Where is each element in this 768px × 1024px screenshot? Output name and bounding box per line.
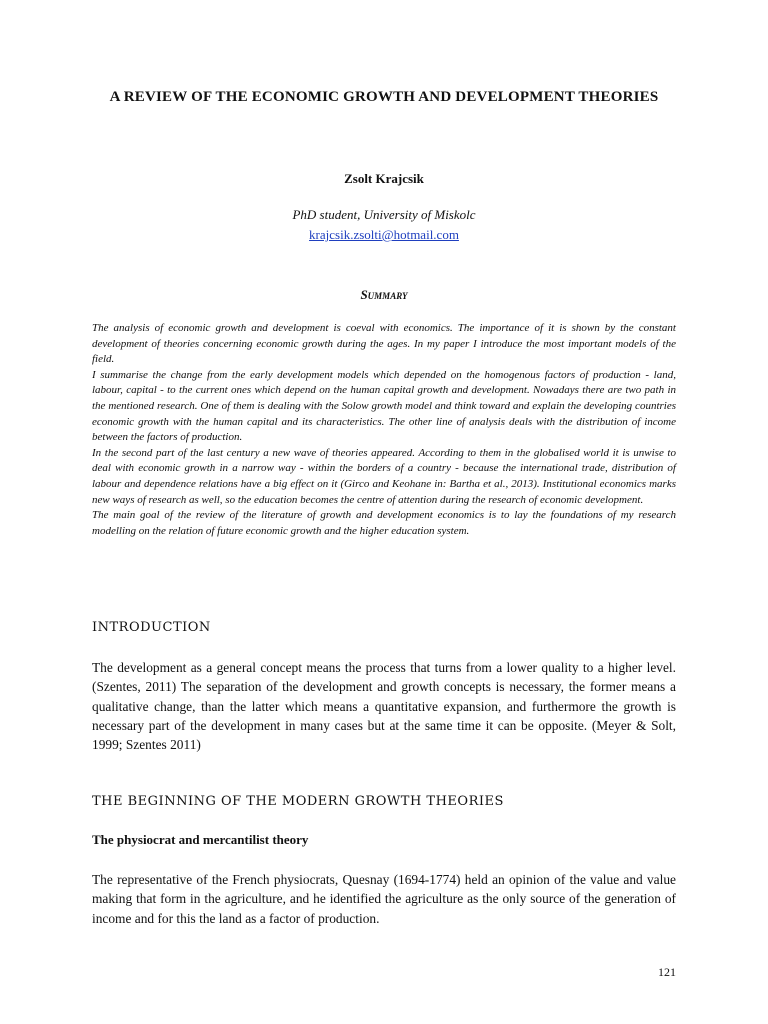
paper-title: A REVIEW OF THE ECONOMIC GROWTH AND DEVELOPMENT THEORIES xyxy=(109,89,659,105)
abstract-paragraph: The main goal of the review of the literature of growth and development economics is to lay the foundations of my research modelling on the relation of future economic growth and the higher education system. xyxy=(92,509,676,537)
summary-heading: Summary xyxy=(360,287,408,302)
abstract xyxy=(92,321,676,539)
subsection-heading: The physiocrat and mercantilist theory xyxy=(92,832,309,847)
section-heading-modern-growth: THE BEGINNING OF THE MODERN GROWTH THEORIES xyxy=(92,794,504,809)
author-affiliation: PhD student, University of Miskolc xyxy=(292,207,476,222)
introduction-paragraph xyxy=(92,658,676,754)
abstract-paragraph: I summarise the change from the early development models which depended on the homogenous factors of production - land, labour, capital - to the current ones which depend on the human capital growth and development. Nowadays there are two path in the mentioned research. One of them is dealing with the Solow growth model and think toward and explain the developing countries economic growth with the human capital and its characteristics. The other line of analysis deals with the distribution of income between the factors of production. xyxy=(92,368,676,444)
paragraph-text: The development as a general concept means the process that turns from a lower quality to a higher level. (Szentes, 2011) The separation of the development and growth concepts is necessary, the former means a qualitative change, than the latter which means a quantitative expansion, and furthermore the growth is necessary part of the development in many cases but at the same time it can be opposite. (Meyer & Solt, 1999; Szentes 2011) xyxy=(92,660,676,753)
section2-paragraph xyxy=(92,870,676,928)
paragraph-text: The representative of the French physiocrats, Quesnay (1694-1774) held an opinion of the value and value making that form in the agriculture, and he identified the agriculture as the only source of the generation of income and for this the land as a factor of production. xyxy=(92,872,676,926)
section-heading-introduction: INTRODUCTION xyxy=(92,620,211,635)
abstract-paragraph: The analysis of economic growth and development is coeval with economics. The importance of it is shown by the constant development of theories concerning economic growth during the ages. In my paper I introduce the most important models of the field. xyxy=(92,322,676,366)
page-number: 121 xyxy=(658,965,676,979)
author-name: Zsolt Krajcsik xyxy=(344,171,424,186)
author-email-link[interactable]: krajcsik.zsolti@hotmail.com xyxy=(309,227,459,242)
abstract-paragraph: In the second part of the last century a new wave of theories appeared. According to them in the globalised world it is unwise to deal with economic growth in a narrow way - within the borders of a country - because the international trade, distribution of labour and dependence relations have a big effect on it (Girco and Keohane in: Bartha et al., 2013). Institutional economics marks new ways of research as well, so the education becomes the centre of attention during the research of economic development. xyxy=(92,446,676,506)
